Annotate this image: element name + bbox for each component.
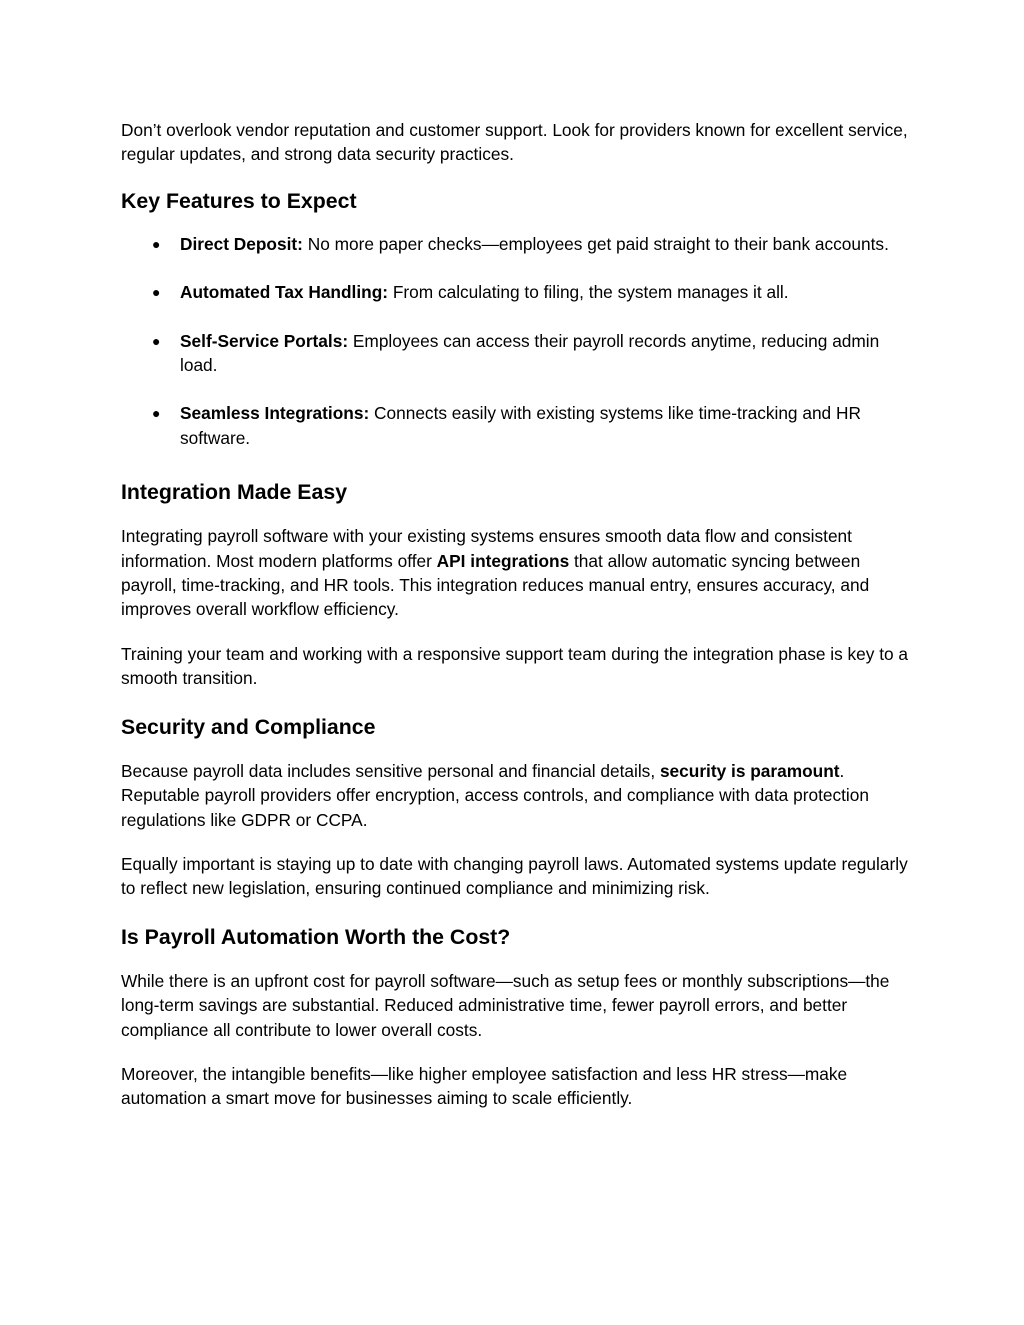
text-run: that allow automatic syncing between payroll, time-tracking, and HR tools. This integration reduces manual entry, ensures accuracy, and improves overall workflow efficiency.	[121, 550, 870, 620]
section-heading-cost: Is Payroll Automation Worth the Cost?	[121, 924, 511, 949]
integration-paragraph-2: Training your team and working with a responsive support team during the integration phase is key to a smooth transition.	[121, 643, 909, 689]
document-page	[121, 118, 911, 1111]
section-heading-security: Security and Compliance	[121, 714, 376, 739]
list-item	[121, 329, 911, 378]
integration-paragraph-1	[121, 524, 911, 622]
security-paragraph-1	[121, 759, 911, 832]
features-list	[121, 232, 911, 450]
cost-paragraph-1: While there is an upfront cost for payroll software—such as setup fees or monthly subscriptions—the long-term savings are substantial. Reduced administrative time, fewer payroll errors, and better compliance all contribute to lower overall costs.	[121, 970, 890, 1040]
text-run: Integrating payroll software with your existing systems ensures smooth data flow and consistent information. Most modern platforms offer	[121, 526, 852, 571]
bullet-icon: ●	[152, 284, 161, 301]
feature-text: No more paper checks—employees get paid straight to their bank accounts.	[302, 233, 889, 254]
cost-paragraph-2: Moreover, the intangible benefits—like higher employee satisfaction and less HR stress—make automation a smart move for businesses aiming to scale efficiently.	[121, 1063, 848, 1109]
text-run: Because payroll data includes sensitive personal and financial details,	[121, 760, 660, 781]
feature-text: From calculating to filing, the system manages it all.	[388, 282, 789, 303]
section-heading-integration: Integration Made Easy	[121, 480, 348, 505]
feature-label: Seamless Integrations:	[180, 403, 370, 424]
list-item	[121, 401, 911, 450]
feature-label: Automated Tax Handling:	[180, 282, 389, 303]
bold-text-run: API integrations	[436, 550, 570, 571]
feature-label: Self-Service Portals:	[180, 330, 349, 351]
section-heading-key-features: Key Features to Expect	[121, 188, 357, 213]
bullet-icon: ●	[152, 235, 161, 252]
intro-paragraph: Don’t overlook vendor reputation and customer support. Look for providers known for excellent service, regular updates, and strong data security practices.	[121, 120, 908, 165]
bullet-icon: ●	[152, 332, 161, 349]
feature-label: Direct Deposit:	[180, 233, 303, 254]
security-paragraph-2: Equally important is staying up to date with changing payroll laws. Automated systems update regularly to reflect new legislation, ensuring continued compliance and minimizing risk.	[121, 853, 908, 899]
text-run: . Reputable payroll providers offer encryption, access controls, and compliance with data protection regulations like GDPR or CCPA.	[121, 760, 869, 830]
list-item	[121, 232, 911, 256]
feature-text: Employees can access their payroll records anytime, reducing admin load.	[180, 330, 880, 376]
bold-text-run: security is paramount	[659, 760, 840, 781]
feature-text: Connects easily with existing systems like time-tracking and HR software.	[180, 403, 861, 448]
bullet-icon: ●	[152, 405, 161, 422]
list-item	[121, 280, 911, 304]
